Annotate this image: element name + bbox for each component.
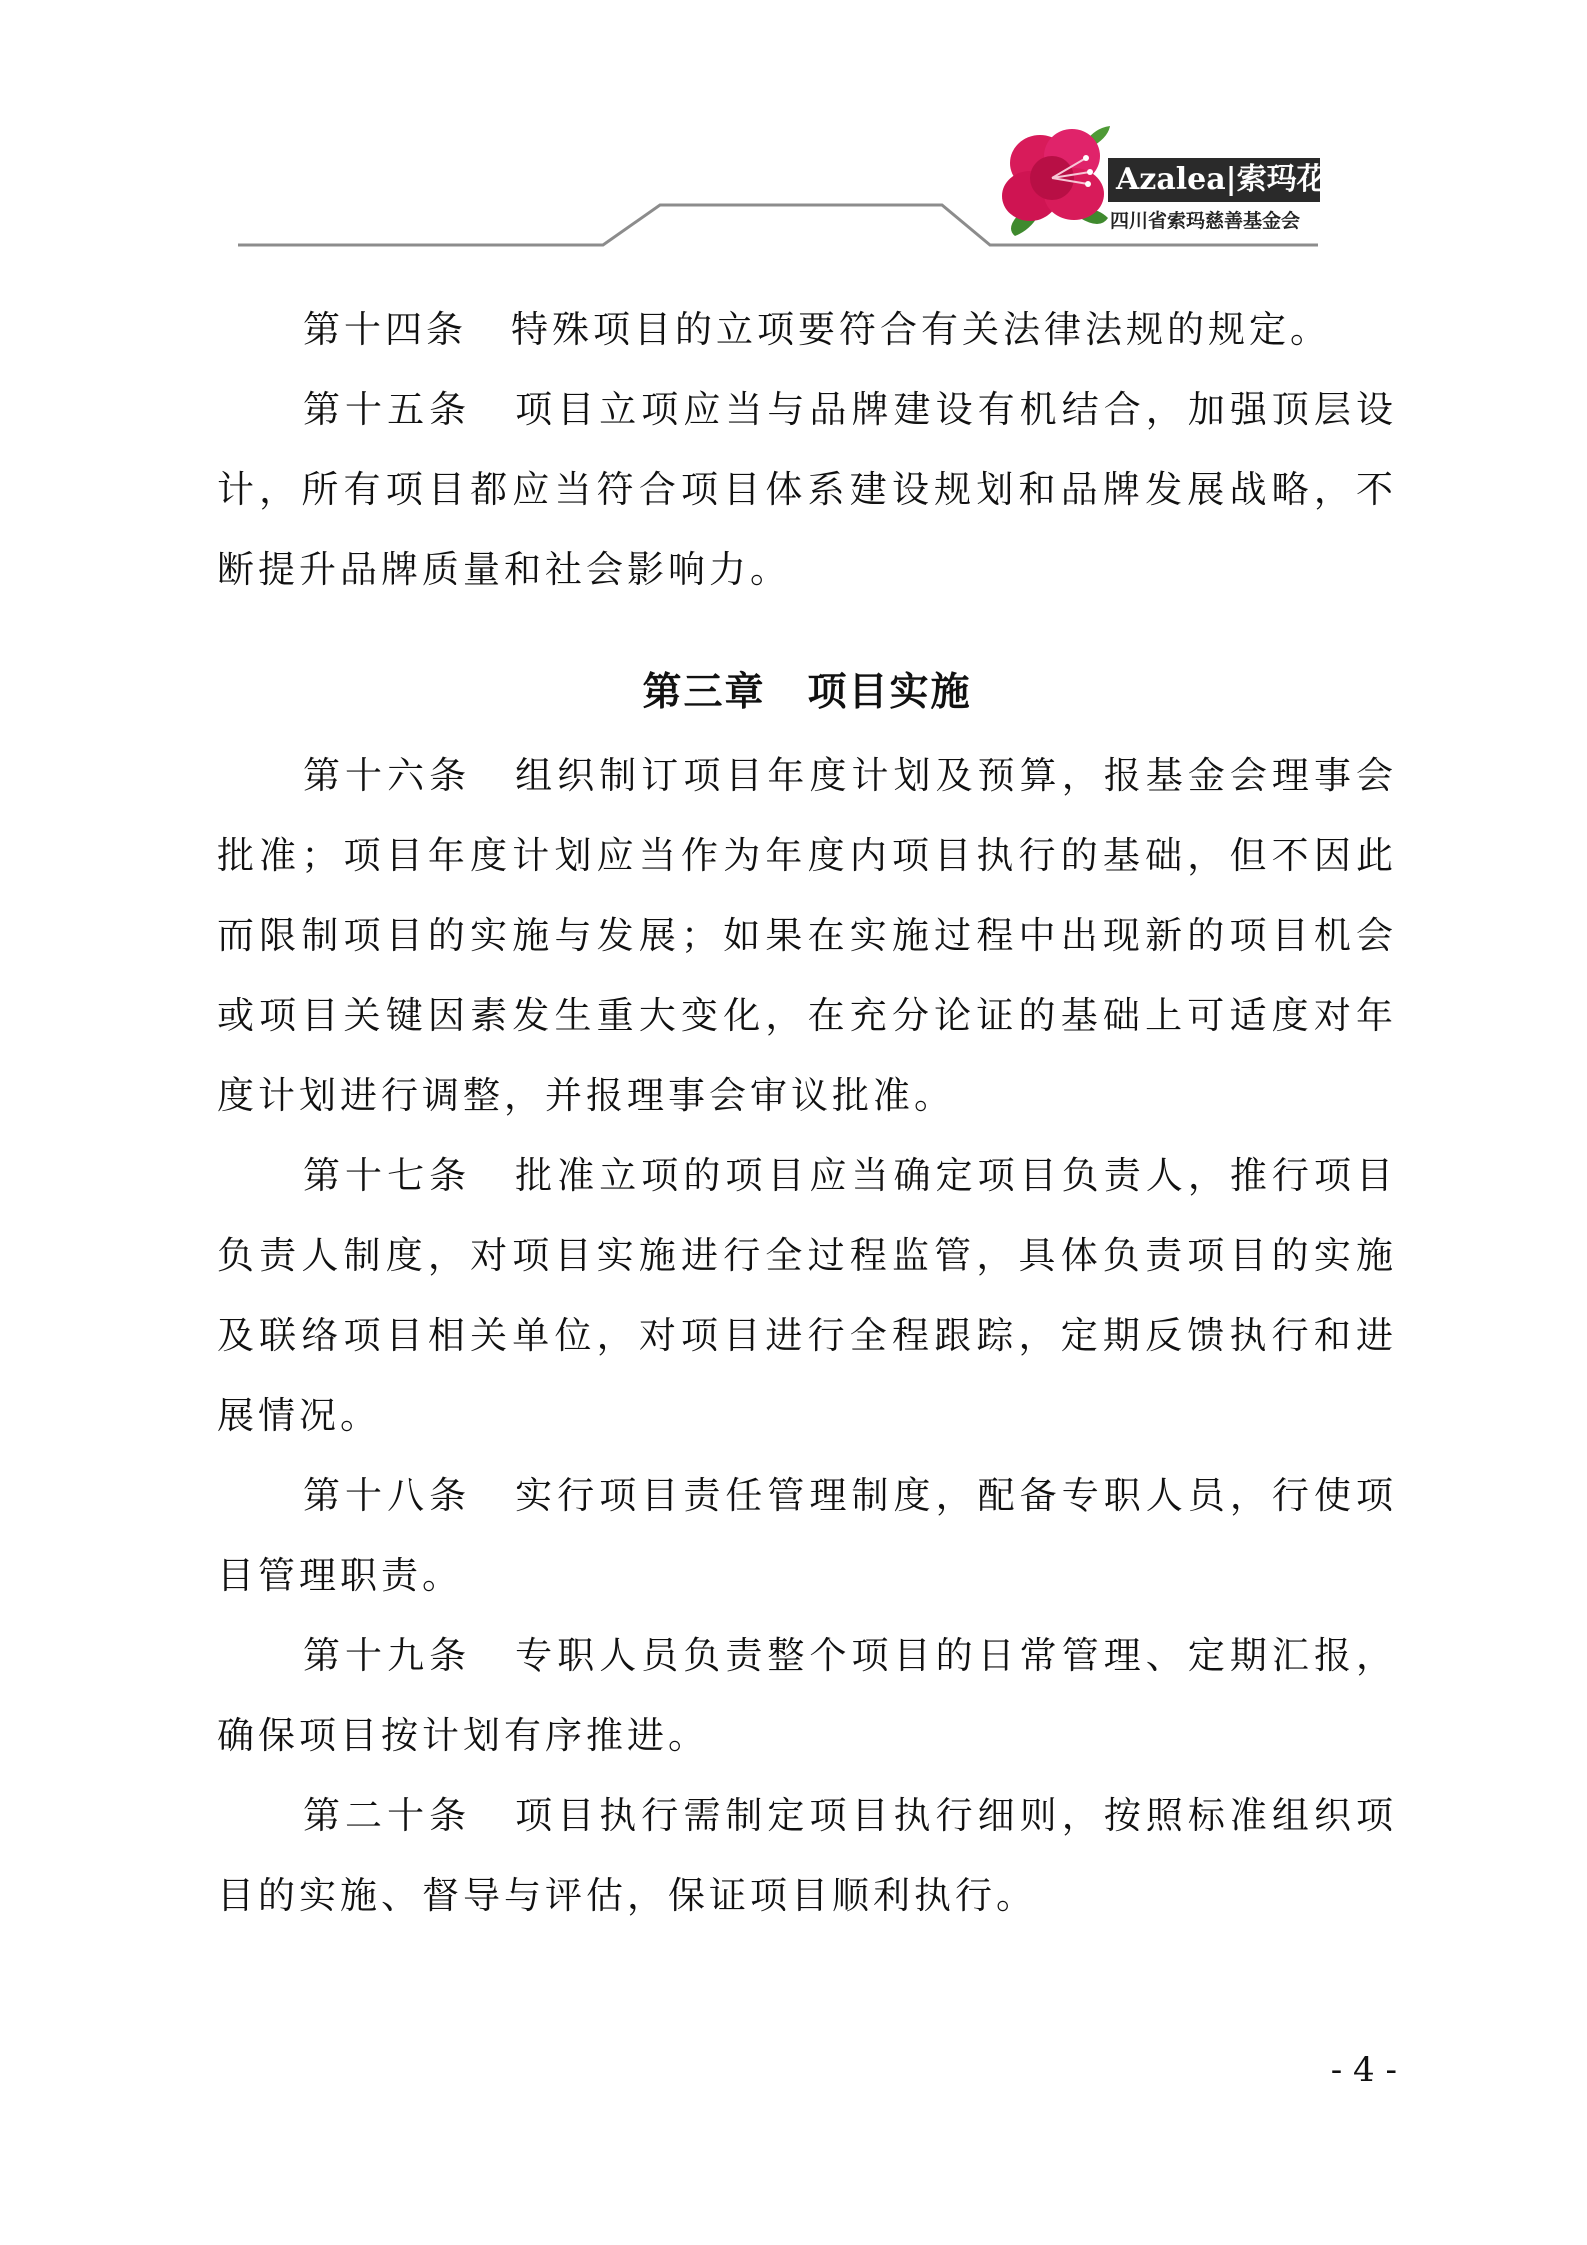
logo-title: Azalea|索玛花 [1108, 158, 1320, 202]
article-14 [217, 290, 1397, 370]
header-divider-line [0, 0, 1587, 260]
page-number: - 4 - [1330, 2050, 1397, 2090]
article-16 [217, 736, 1397, 1136]
chapter-heading [217, 650, 1397, 736]
article-text: 特殊项目的立项要符合有关法律法规的规定。 [511, 308, 1331, 351]
document-body [217, 290, 1397, 1936]
article-number: 第十四条 [303, 308, 467, 351]
article-number: 第十五条 [303, 388, 472, 431]
article-number: 第十九条 [303, 1634, 472, 1677]
foundation-logo [1000, 118, 1327, 243]
article-text: 项目立项应当与品牌建设有机结合，加强顶层设计，所有项目都应当符合项目体系建设规划和品牌发展战略，不断提升品牌质量和社会影响力。 [217, 388, 1398, 591]
article-17 [217, 1136, 1397, 1456]
article-text: 组织制订项目年度计划及预算，报基金会理事会批准；项目年度计划应当作为年度内项目执行的基础，但不因此而限制项目的实施与发展；如果在实施过程中出现新的项目机会或项目关键因素发生重大变化，在充分论证的基础上可适度对年度计划进行调整，并报理事会审议批准。 [217, 754, 1398, 1117]
article-15 [217, 370, 1397, 610]
chapter-number: 第三章 [642, 670, 766, 715]
article-number: 第二十条 [303, 1794, 472, 1837]
article-number: 第十六条 [303, 754, 472, 797]
article-number: 第十八条 [303, 1474, 472, 1517]
article-number: 第十七条 [303, 1154, 472, 1197]
azalea-flower-icon [1000, 118, 1115, 243]
article-text: 专职人员负责整个项目的日常管理、定期汇报，确保项目按计划有序推进。 [217, 1634, 1398, 1757]
article-text: 项目执行需制定项目执行细则，按照标准组织项目的实施、督导与评估，保证项目顺利执行。 [217, 1794, 1398, 1917]
logo-subtitle: 四川省索玛慈善基金会 [1110, 210, 1301, 232]
article-18 [217, 1456, 1397, 1616]
article-text: 批准立项的项目应当确定项目负责人，推行项目负责人制度，对项目实施进行全过程监管，具体负责项目的实施及联络项目相关单位，对项目进行全程跟踪，定期反馈执行和进展情况。 [217, 1154, 1398, 1437]
article-19 [217, 1616, 1397, 1776]
article-20 [217, 1776, 1397, 1936]
article-text: 实行项目责任管理制度，配备专职人员，行使项目管理职责。 [217, 1474, 1398, 1597]
chapter-title: 项目实施 [807, 670, 972, 715]
page-header [0, 0, 1587, 260]
